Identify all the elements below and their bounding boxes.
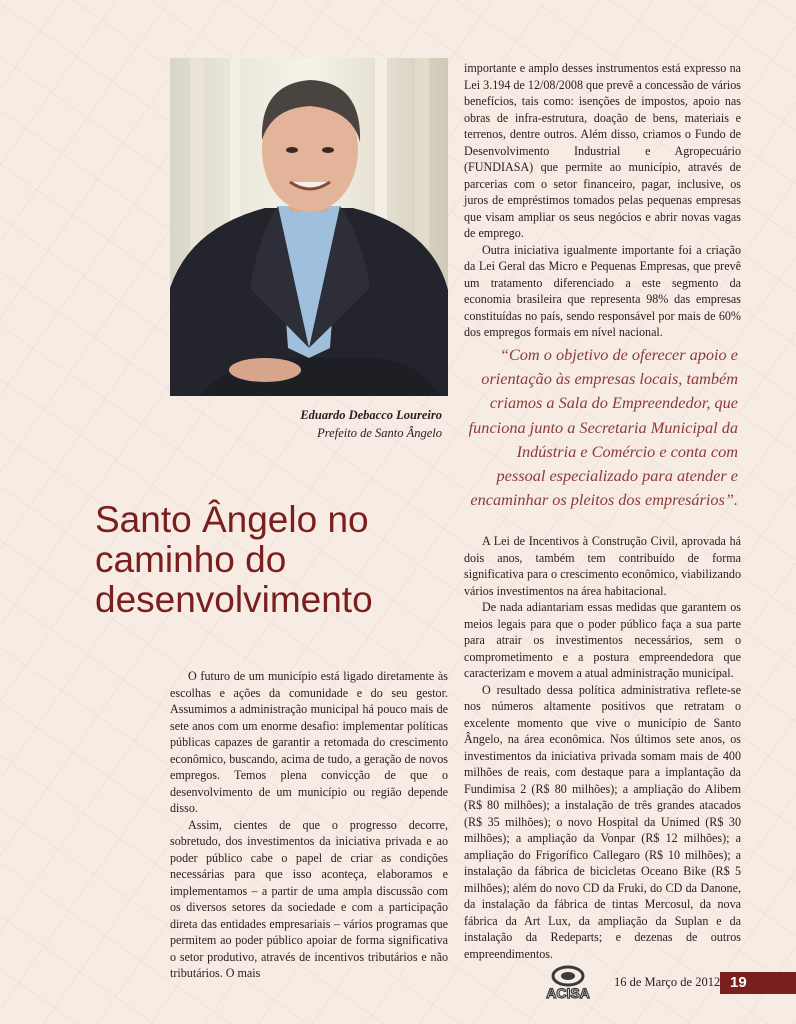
svg-text:ACISA: ACISA [546, 985, 590, 1001]
paragraph: O resultado dessa política administrativa reflete-se nos números altamente positivos que retratam o excelente momento que vive o município de Santo Ângelo, na área econômica. Nos últimos sete anos, os investimentos da iniciativa privada somam mais de 400 milhões de reais, com destaque para a implantação da Fundimisa 2 (R$ 80 milhões); a ampliação do Alibem (R$ 80 milhões); a instalação de três grandes atacados (R$ 35 milhões); o novo Hospital da Unimed (R$ 30 milhões); a ampliação da Vonpar (R$ 12 milhões); a ampliação do Frigorífico Callegaro (R$ 10 milhões); a instalação da fábrica de bicicletas Oceano Bike (R$ 5 milhões); além do novo CD da Fruki, do CD da Danone, da instalação da fábrica de tintas Mercosul, da nova fábrica da Art Lux, da ampliação da Suplan e da instalação da Redeparts; e dezenas de outros empreendimentos. [464, 682, 741, 961]
caption-name: Eduardo Debacco Loureiro [300, 408, 442, 422]
paragraph: De nada adiantariam essas medidas que garantem os meios legais para que o poder público faça a sua parte para atrair os investimentos necessários, sem o comprometimento e a postura empreendedora que caracterizam e movem a atual administração municipal. [464, 600, 741, 680]
paragraph: O futuro de um município está ligado diretamente às escolhas e ações da comunidade e do seu gestor. Assumimos a administração municipal há pouco mais de sete anos com um enorme desafio: implementar políticas públicas capazes de garantir a retomada do crescimento econômico, buscando, acima de tudo, a geração de novos empregos. Temos plena convicção de que o desenvolvimento de um município ou região depende disso. [170, 669, 448, 815]
right-column-top [464, 60, 741, 341]
left-column [170, 668, 448, 982]
paragraph: Assim, cientes de que o progresso decorre, sobretudo, dos investimentos da iniciativa privada e ao poder público cabe o papel de criar as condições necessárias para que isso aconteça, elaboramos e implementamos – a partir de uma ampla discussão com os diversos setores da sociedade e com a participação direta das entidades empresariais – vários programas que permitem ao poder público apoiar de forma significativa o setor produtivo, através de incentivos tributários e não tributários. O mais [170, 817, 448, 980]
photo-caption [250, 406, 442, 442]
article-title [95, 500, 455, 620]
issue-date: 16 de Março de 2012 [614, 975, 721, 989]
page-number: 19 [720, 972, 796, 994]
paragraph: A Lei de Incentivos à Construção Civil, aprovada há dois anos, também tem contribuído de forma significativa para o crescimento econômico, viabilizando vários investimentos na área habitacional. [464, 534, 741, 598]
acisa-logo [532, 962, 604, 1002]
title-line: desenvolvimento [95, 579, 373, 620]
paragraph: importante e amplo desses instrumentos está expresso na Lei 3.194 de 12/08/2008 que prevê a concessão de vários benefícios, tais como: isenções de impostos, apoio nas obras de infra-estrutura, doação de bens, materiais e terrenos, dentre outros. Além disso, criamos o Fundo de Desenvolvimento Industrial e Agropecuário (FUNDIASA) que permite ao município, através de parcerias com o setor financeiro, pagar, inclusive, os juros de empréstimos tomados pelas pequenas empresas que visam ampliar os seus negócios e abrir novas vagas de emprego. [464, 61, 741, 240]
title-line: Santo Ângelo no [95, 499, 369, 540]
title-line: caminho do [95, 539, 287, 580]
caption-role: Prefeito de Santo Ângelo [317, 426, 442, 440]
pull-quote: “Com o objetivo de oferecer apoio e orientação às empresas locais, também criamos a Sala do Empreendedor, que funciona junto a Secretaria Municipal da Indústria e Comércio e conta com pessoal especializado para atender e encaminhar os pleitos dos empresários”. [468, 345, 738, 510]
paragraph: Outra iniciativa igualmente importante foi a criação da Lei Geral das Micro e Pequenas Empresas, que prevê um tratamento diferenciado a este segmento da economia brasileira que representa 98% das empresas constituídas no país, sendo responsável por mais de 60% dos empregos formais em nível nacional. [464, 242, 741, 339]
mayor-portrait-illustration [170, 58, 448, 396]
mayor-photo [170, 58, 448, 396]
right-column-bottom [464, 533, 741, 962]
